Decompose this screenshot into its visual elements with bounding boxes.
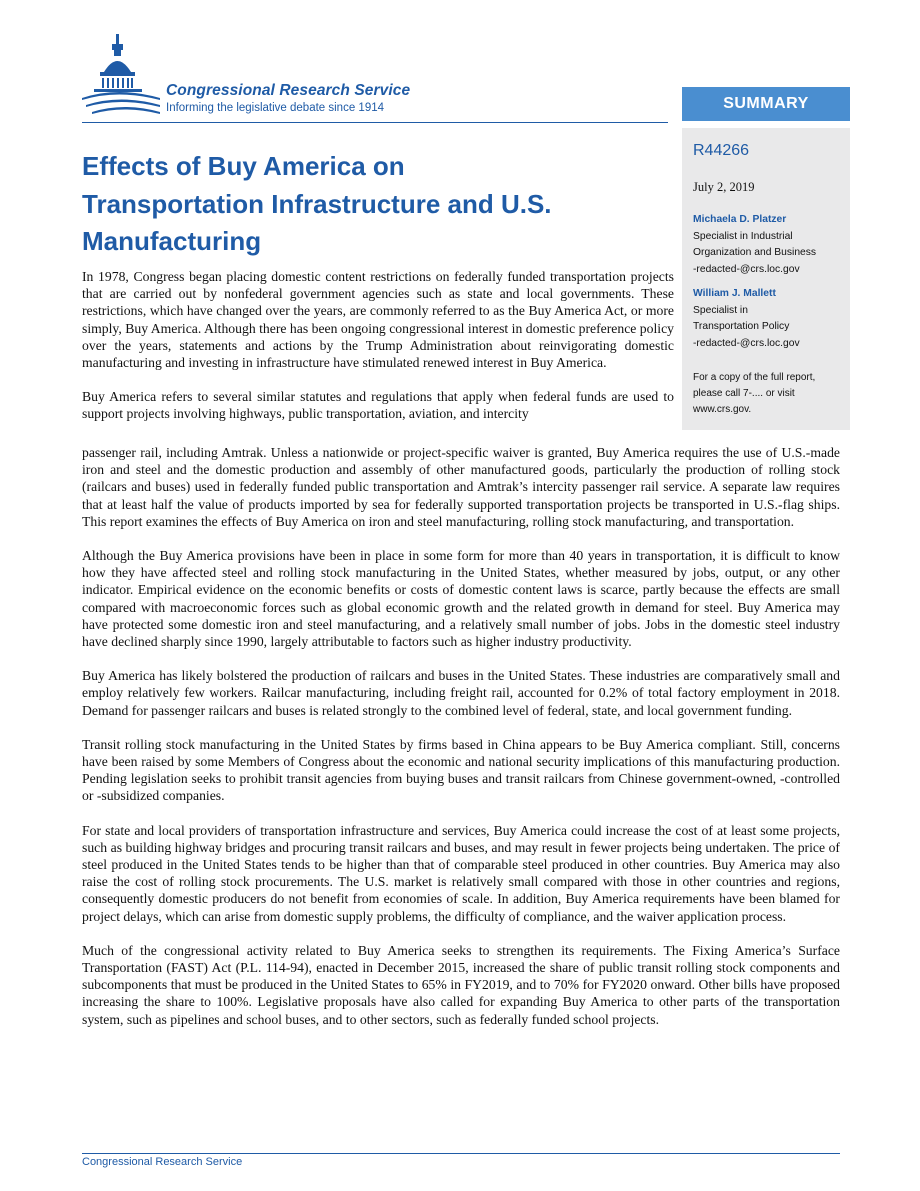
author-name: William J. Mallett: [693, 288, 776, 299]
paragraph: Buy America has likely bolstered the production of railcars and buses in the United States. These industries are comparatively small and employ relatively few workers. Railcar manufacturing, including freight rail, accounted for 0.2% of total factory employment in 2018. Demand for passenger railcars and buses is related strongly to the combined level of federal, state, and local government funding.: [82, 668, 840, 718]
footer-label: Congressional Research Service: [82, 1156, 243, 1168]
report-date: July 2, 2019: [693, 180, 755, 194]
author-role: Transportation Policy: [693, 321, 790, 332]
header-divider: [82, 122, 668, 123]
org-tagline: Informing the legislative debate since 1914: [166, 102, 385, 114]
paragraph: For state and local providers of transportation infrastructure and services, Buy America could increase the cost of at least some projects, such as building highway bridges and procuring transit railcars and buses, and may result in fewer projects being undertaken. The price of steel produced in the United States tends to be higher than that of comparable steel produced in other countries. Buy America may also raise the cost of rolling stock procurements. The U.S. market is relatively small compared with those in other countries and regions, consequently domestic producers do not benefit from economies of scale. In addition, Buy America requirements have been blamed for project delays, which can arise from domestic supply problems, the difficulty of compliance, and the waiver application process.: [82, 822, 840, 924]
author-role: Organization and Business: [693, 247, 817, 258]
paragraph: Much of the congressional activity related to Buy America seeks to strengthen its requirements. The Fixing America’s Surface Transportation (FAST) Act (P.L. 114-94), enacted in December 2015, increased the share of public transit rolling stock components and subcomponents that must be produced in the United States to 65% in FY2019, and to 70% for FY2020 onward. Other bills have proposed increasing the share to 100%. Legislative proposals have also called for expanding Buy America to other parts of the transportation system, such as pipelines and school buses, and to other sectors, such as federally funded school projects.: [82, 942, 840, 1027]
capitol-dome-icon: [80, 32, 162, 120]
footer-divider: [82, 1153, 840, 1154]
paragraph: Although the Buy America provisions have been in place in some form for more than 40 years in transportation, it is difficult to know how they have affected steel and rolling stock manufacturing in the United States, whether measured by jobs, output, or any other indicator. Empirical evidence on the economic benefits or costs of domestic content laws is scarce, partly because the effects are small compared with macroeconomic forces such as global economic growth and the related growth in demand for steel. Buy America may have protected some domestic iron and steel manufacturing, and a relatively small number of jobs. Jobs in the domestic steel industry have declined sharply since 1990, largely attributable to factors such as higher industry productivity.: [82, 548, 840, 650]
author-1: [693, 212, 840, 278]
author-2: [693, 286, 840, 352]
paragraph: passenger rail, including Amtrak. Unless a nationwide or project-specific waiver is granted, Buy America requires the use of U.S.-made iron and steel and the domestic production and assembly of other manufactured goods, particularly the production of rolling stock (railcars and buses) used in federally funded public transportation and Amtrak’s intercity passenger rail service. A separate law requires that at least half the value of products imported by sea for federally supported transportation projects be transported in U.S.-flag ships. This report examines the effects of Buy America on iron and steel manufacturing, rolling stock manufacturing, and transportation.: [82, 445, 840, 529]
author-email: -redacted-@crs.loc.gov: [693, 263, 800, 275]
summary-heading: SUMMARY: [682, 87, 850, 121]
report-title: Effects of Buy America on Transportation Infrastructure and U.S. Manufacturing: [82, 151, 552, 256]
author-role: Specialist in: [693, 304, 748, 316]
org-name: Congressional Research Service: [166, 82, 411, 99]
paragraph: In 1978, Congress began placing domestic content restrictions on federally funded transportation projects that are carried out by nonfederal government agencies such as state and local governments. These restrictions, which have changed over the years, are commonly referred to as the Buy America Act, or more simply, Buy America. Although there has been ongoing congressional interest in domestic preference policy over the years, statements and actions by the Trump Administration about reinvigorating domestic manufacturing and investing in infrastructure have stimulated renewed interest in Buy America.: [82, 269, 674, 371]
summary-sidebar: [682, 128, 850, 430]
summary-body-top: [82, 268, 674, 423]
paragraph: Buy America refers to several similar statutes and regulations that apply when federal funds are used to support projects involving highways, public transportation, aviation, and intercity: [82, 389, 674, 422]
full-report-note: For a copy of the full report, please call 7-.... or visit www.crs.gov.: [693, 372, 816, 415]
report-id: R44266: [693, 142, 750, 159]
author-name: Michaela D. Platzer: [693, 214, 787, 225]
summary-body: [82, 444, 840, 1028]
author-role: Specialist in Industrial: [693, 230, 793, 242]
author-email: -redacted-@crs.loc.gov: [693, 337, 800, 349]
paragraph: Transit rolling stock manufacturing in the United States by firms based in China appears to be Buy America compliant. Still, concerns have been raised by some Members of Congress about the economic and national security implications of this manufacturing production. Pending legislation seeks to prohibit transit agencies from buying buses and transit railcars from Chinese government-owned, -controlled or -subsidized companies.: [82, 736, 840, 804]
crs-logo: [80, 32, 680, 122]
